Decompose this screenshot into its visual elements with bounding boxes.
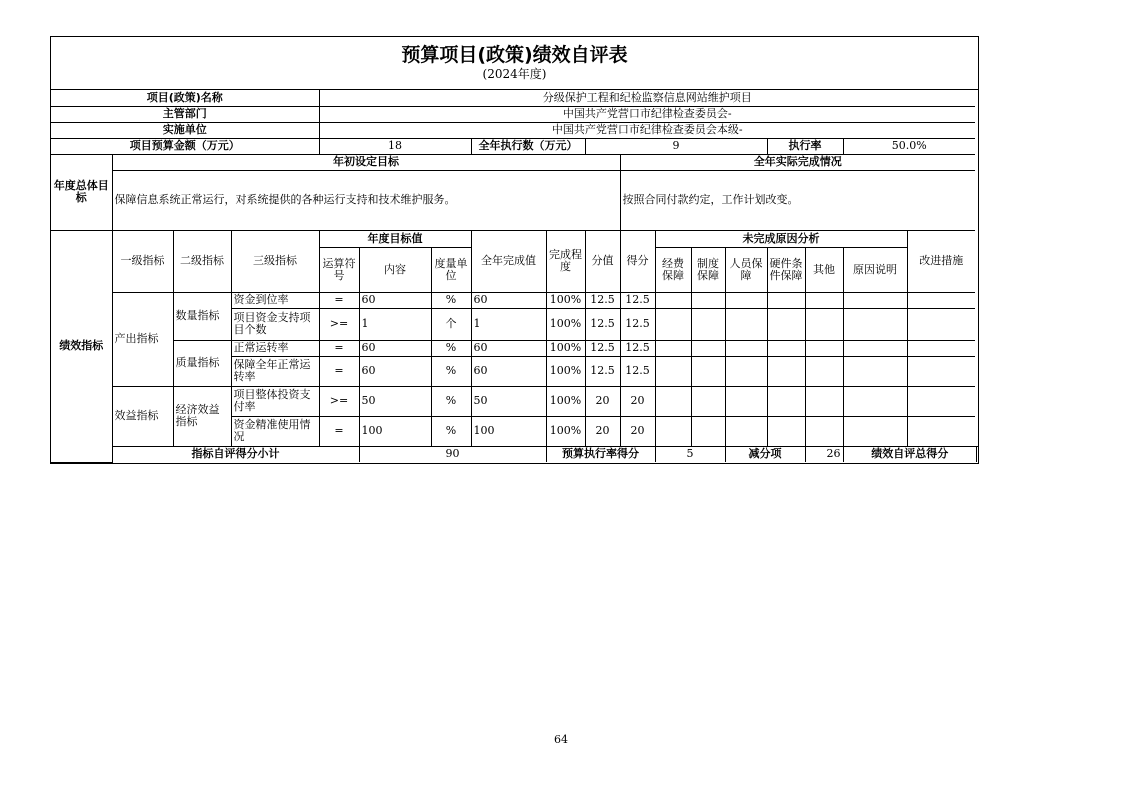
indicator-degree: 100% [546,416,585,446]
rate-label: 执行率 [767,138,843,154]
executed-value: 9 [585,138,767,154]
rate-value: 50.0% [843,138,975,154]
indicator-name: 项目整体投资支付率 [231,386,319,416]
header-degree: 完成程度 [546,230,585,292]
table-row [51,292,978,308]
deduct-label: 减分项 [725,446,805,462]
indicator-actual: 50 [471,386,546,416]
indicator-content: 60 [359,356,431,386]
evaluation-table [51,90,978,463]
indicator-op: = [319,292,359,308]
indicator-name: 正常运转率 [231,340,319,356]
header-r-fund: 经费保障 [655,247,691,292]
indicator-content: 60 [359,292,431,308]
indicator-name: 资金精准使用情况 [231,416,319,446]
header-content: 内容 [359,247,431,292]
group-output: 产出指标 [112,292,173,386]
indicator-actual: 60 [471,356,546,386]
summary-row [51,446,978,462]
indicator-content: 60 [359,340,431,356]
indicator-degree: 100% [546,356,585,386]
indicator-max: 12.5 [585,292,620,308]
indicator-content: 100 [359,416,431,446]
indicator-score: 12.5 [620,308,655,340]
unit-label: 实施单位 [51,122,319,138]
indicator-unit: % [431,340,471,356]
goals-label: 年度总体目标 [51,154,112,230]
deduct-value: 26 [805,446,843,462]
indicator-max: 12.5 [585,340,620,356]
indicators-label: 绩效指标 [51,230,112,462]
page-title: 预算项目(政策)绩效自评表 [401,44,628,66]
indicator-score: 20 [620,386,655,416]
indicator-actual: 60 [471,292,546,308]
unit-value: 中国共产党营口市纪律检查委员会本级- [319,122,975,138]
exec-score-value: 5 [655,446,725,462]
indicator-op: >= [319,308,359,340]
indicator-actual: 1 [471,308,546,340]
indicator-op: = [319,416,359,446]
indicator-name: 保障全年正常运转率 [231,356,319,386]
header-level1: 一级指标 [112,230,173,292]
indicator-score: 12.5 [620,340,655,356]
header-actual: 全年完成值 [471,230,546,292]
header-level2: 二级指标 [173,230,231,292]
indicator-score: 12.5 [620,292,655,308]
header-r-staff: 人员保障 [725,247,767,292]
total-value [977,446,979,462]
initial-goal-text: 保障信息系统正常运行，对系统提供的各种运行支持和技术维护服务。 [112,170,620,230]
indicator-degree: 100% [546,292,585,308]
project-name: 分级保护工程和纪检监察信息网站维护项目 [319,90,975,106]
page-subtitle: (2024年度) [482,67,547,81]
indicator-content: 1 [359,308,431,340]
header-unit: 度量单位 [431,247,471,292]
indicator-score: 20 [620,416,655,446]
indicator-name: 资金到位率 [231,292,319,308]
indicator-unit: % [431,292,471,308]
project-name-label: 项目(政策)名称 [51,90,319,106]
group-economic: 经济效益指标 [173,386,231,446]
indicator-degree: 100% [546,386,585,416]
dept-label: 主管部门 [51,106,319,122]
subtotal-label: 指标自评得分小计 [112,446,359,462]
actual-goal-text: 按照合同付款约定，工作计划改变。 [620,170,975,230]
indicator-max: 20 [585,416,620,446]
indicator-unit: % [431,416,471,446]
initial-goal-header: 年初设定目标 [112,154,620,170]
indicator-unit: % [431,356,471,386]
indicator-content: 50 [359,386,431,416]
indicator-actual: 100 [471,416,546,446]
actual-goal-header: 全年实际完成情况 [620,154,975,170]
indicator-max: 12.5 [585,308,620,340]
header-op: 运算符号 [319,247,359,292]
evaluation-sheet [50,36,979,464]
page-number: 64 [554,733,568,746]
header-target: 年度目标值 [319,230,471,247]
indicator-name: 项目资金支持项目个数 [231,308,319,340]
header-score-max: 分值 [585,230,620,292]
group-quality: 质量指标 [173,340,231,386]
header-r-system: 制度保障 [691,247,725,292]
table-row [51,386,978,416]
title-box [51,37,978,90]
table-row [51,340,978,356]
header-r-desc: 原因说明 [843,247,907,292]
indicator-op: >= [319,386,359,416]
header-reason: 未完成原因分析 [655,230,907,247]
group-benefit: 效益指标 [112,386,173,446]
dept-value: 中国共产党营口市纪律检查委员会- [319,106,975,122]
indicator-degree: 100% [546,308,585,340]
total-label: 绩效自评总得分 [843,446,977,462]
executed-label: 全年执行数（万元） [471,138,585,154]
indicator-op: = [319,356,359,386]
header-r-hw: 硬件条件保障 [767,247,805,292]
subtotal-value: 90 [359,446,546,462]
header-r-other: 其他 [805,247,843,292]
exec-score-label: 预算执行率得分 [546,446,655,462]
indicator-unit: % [431,386,471,416]
indicator-unit: 个 [431,308,471,340]
group-quantity: 数量指标 [173,292,231,340]
indicator-max: 20 [585,386,620,416]
indicator-max: 12.5 [585,356,620,386]
budget-label: 项目预算金额（万元） [51,138,319,154]
header-level3: 三级指标 [231,230,319,292]
header-improve: 改进措施 [907,230,975,292]
indicator-op: = [319,340,359,356]
header-score: 得分 [620,230,655,292]
indicator-degree: 100% [546,340,585,356]
indicator-score: 12.5 [620,356,655,386]
indicator-actual: 60 [471,340,546,356]
budget-value: 18 [319,138,471,154]
